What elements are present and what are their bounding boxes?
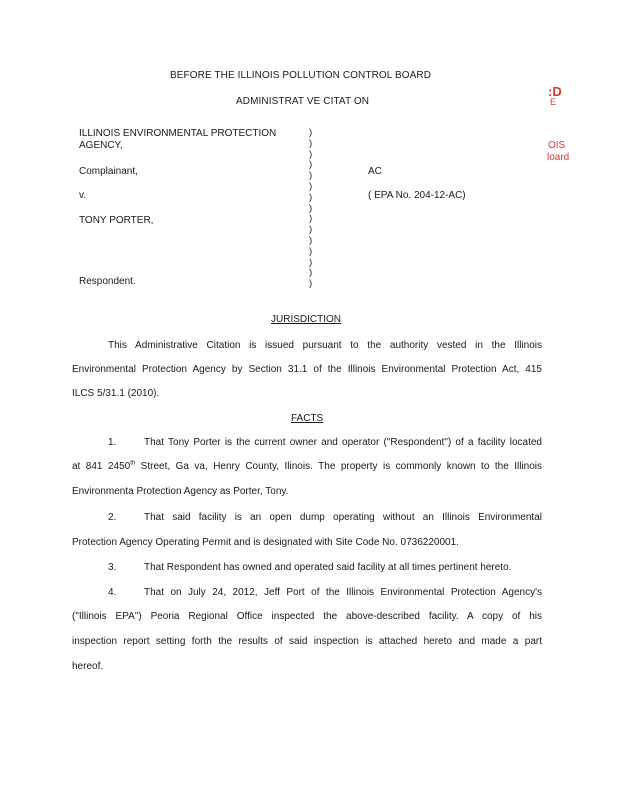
caption-paren: ) xyxy=(309,137,313,149)
jurisdiction-line-3: ILCS 5/31.1 (2010). xyxy=(72,388,160,399)
caption-paren: ) xyxy=(309,127,313,138)
document-title: ADMINISTRAT VE CITAT ON xyxy=(236,96,370,107)
fact-number: 3. xyxy=(108,562,117,573)
caption-paren: ) xyxy=(309,159,313,171)
caption-paren-column xyxy=(309,128,319,290)
caption-versus: v. xyxy=(79,190,87,201)
jurisdiction-line-1: This Administrative Citation is issued pursuant to the authority vested in the Illinois xyxy=(108,340,542,351)
stamp-fragment-3: OIS xyxy=(548,140,566,151)
fact-2-line-2: Protection Agency Operating Permit and is designated with Site Code No. 0736220001. xyxy=(72,537,459,548)
fact-4-line-3: inspection report setting forth the results of said inspection is attached hereto and made a part xyxy=(72,636,542,647)
caption-paren: ) xyxy=(309,256,313,268)
caption-paren: ) xyxy=(309,234,313,246)
caption-paren: ) xyxy=(309,170,313,182)
fact-3-line-1: That Respondent has owned and operated said facility at all times pertinent hereto. xyxy=(144,562,512,573)
caption-party1-line2: AGENCY, xyxy=(79,140,123,151)
stamp-fragment-2: E xyxy=(550,97,557,107)
fact-1-ordinal-suffix: th xyxy=(130,460,136,467)
caption-paren: ) xyxy=(309,213,313,225)
caption-paren: ) xyxy=(309,180,313,192)
fact-1-line-2 xyxy=(72,461,542,473)
stamp-fragment-4: loard xyxy=(547,152,570,163)
fact-1-line-1: That Tony Porter is the current owner and operator ("Respondent") of a facility located xyxy=(144,437,542,448)
fact-4-line-1: That on July 24, 2012, Jeff Port of the Illinois Environmental Protection Agency's xyxy=(144,587,542,598)
caption-paren: ) xyxy=(309,191,313,203)
fact-4-line-4: hereof. xyxy=(72,661,104,672)
board-title: BEFORE THE ILLINOIS POLLUTION CONTROL BOARD xyxy=(170,70,432,81)
fact-1-line-2-start: at 841 2450 xyxy=(72,461,131,472)
case-type: AC xyxy=(368,166,382,177)
caption-paren: ) xyxy=(309,267,313,279)
caption-party2: TONY PORTER, xyxy=(79,215,154,226)
fact-4-line-2: ("Illinois EPA") Peoria Regional Office inspected the above-described facility. A copy of his xyxy=(72,611,542,622)
jurisdiction-line-2: Environmental Protection Agency by Section 31.1 of the Illinois Environmental Protection Act, 415 xyxy=(72,364,542,375)
fact-number: 1. xyxy=(108,437,117,448)
caption-paren: ) xyxy=(309,245,313,257)
facts-heading: FACTS xyxy=(291,413,324,424)
caption-respondent: Respondent. xyxy=(79,276,136,287)
caption-party1-line1: ILLINOIS ENVIRONMENTAL PROTECTION xyxy=(79,128,277,139)
caption-paren: ) xyxy=(309,202,313,214)
fact-number: 4. xyxy=(108,587,117,598)
fact-number: 2. xyxy=(108,512,117,523)
fact-1-line-2-end: Street, Ga va, Henry County, Ilinois. The property is commonly known to the Illinois xyxy=(135,461,543,472)
fact-1-line-3: Environmenta Protection Agency as Porter, Tony. xyxy=(72,486,289,497)
case-number: ( EPA No. 204-12-AC) xyxy=(368,190,466,201)
caption-complainant: Complainant, xyxy=(79,166,138,177)
caption-paren: ) xyxy=(309,148,313,160)
caption-paren: ) xyxy=(309,278,313,290)
jurisdiction-heading: JURISDICTION xyxy=(271,314,341,325)
caption-paren: ) xyxy=(309,224,313,236)
stamp-fragment-1: :D xyxy=(548,84,562,99)
fact-2-line-1: That said facility is an open dump operating without an Illinois Environmental xyxy=(144,512,542,523)
